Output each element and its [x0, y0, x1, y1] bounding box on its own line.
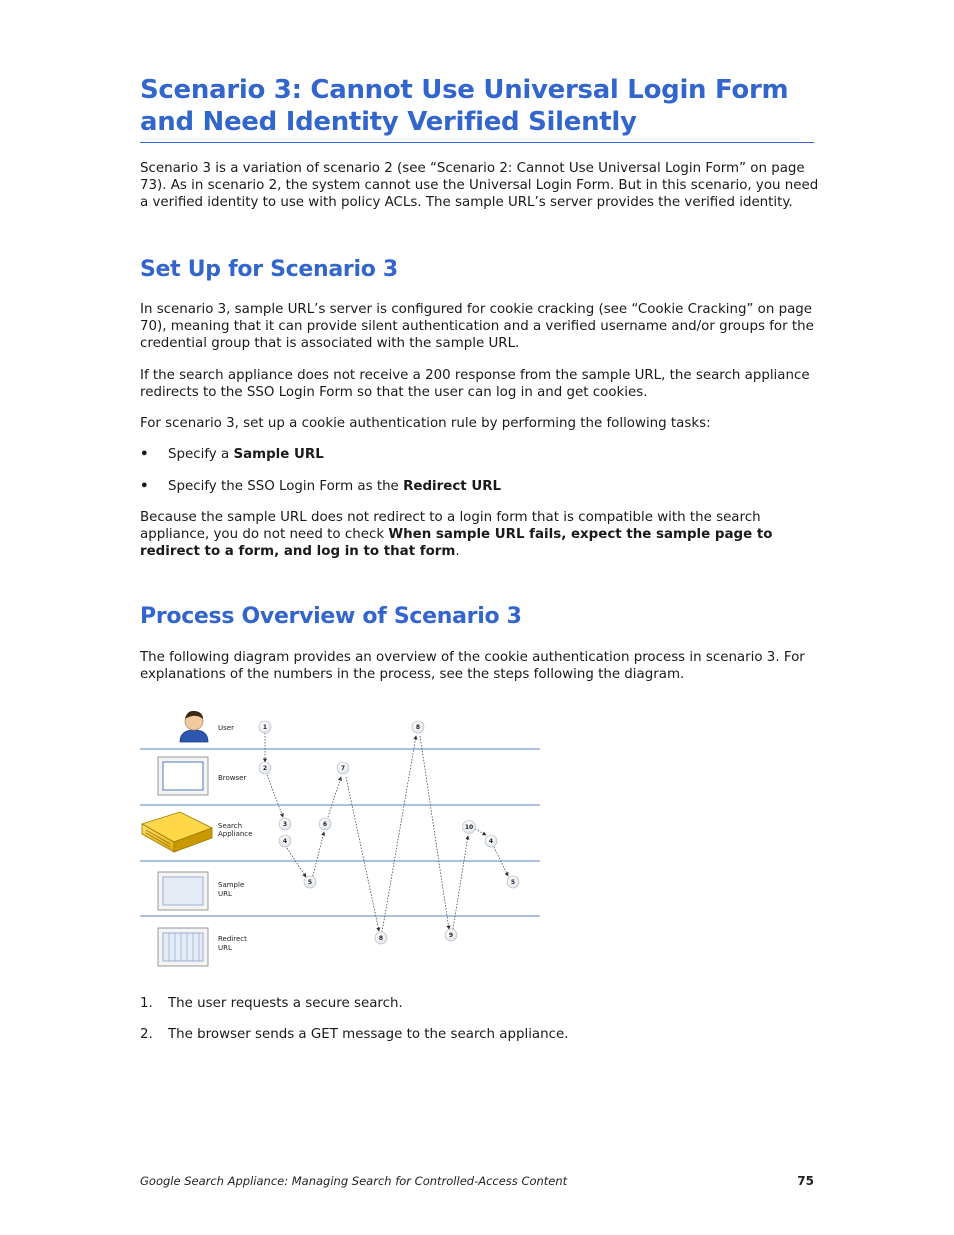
- step-marker: [507, 876, 519, 888]
- step-marker: [259, 762, 271, 774]
- footer-document-title: Google Search Appliance: Managing Search for Controlled-Access Content: [140, 1174, 568, 1188]
- setup-paragraph-3: For scenario 3, set up a cookie authentication rule by performing the following tasks:: [140, 416, 711, 431]
- search-appliance-icon: [142, 812, 212, 852]
- flow-arrow: [287, 848, 306, 877]
- title-rule: [140, 142, 814, 143]
- step-number: 2.: [140, 1027, 153, 1042]
- bullet-text: Specify a: [168, 447, 234, 462]
- svg-text:3: 3: [282, 821, 288, 828]
- step-marker: [412, 721, 424, 733]
- setup-heading: Set Up for Scenario 3: [140, 257, 398, 282]
- svg-text:5: 5: [510, 879, 516, 886]
- redirect-url-page-icon: [158, 928, 208, 966]
- flow-arrow: [267, 775, 283, 817]
- svg-text:5: 5: [307, 879, 313, 886]
- svg-text:7: 7: [340, 765, 346, 772]
- overview-heading: Process Overview of Scenario 3: [140, 604, 522, 629]
- bullet-text: Specify the SSO Login Form as the: [168, 479, 404, 494]
- svg-text:2: 2: [262, 765, 268, 772]
- setup-paragraph-2: If the search appliance does not receive a 200 response from the sample URL, the search appliance redirects to the SSO Login Form so that the user can log in and get cookies.: [140, 368, 810, 400]
- browser-window-icon: [158, 757, 208, 795]
- svg-text:1: 1: [262, 724, 268, 731]
- svg-text:8: 8: [378, 935, 384, 942]
- flow-arrow: [382, 736, 416, 932]
- bullet-marker: •: [140, 479, 149, 494]
- lane-label-redirect: Redirect: [218, 935, 247, 943]
- step-marker: [337, 762, 349, 774]
- overview-paragraph: The following diagram provides an overview of the cookie authentication process in scenario 3. For explanations of the numbers in the process, see the steps following the diagram.: [140, 650, 805, 682]
- lane-label-appliance: Appliance: [218, 830, 253, 838]
- intro-paragraph: Scenario 3 is a variation of scenario 2 (see “Scenario 2: Cannot Use Universal Login Form” on page 73). As in scenario 2, the system cannot use the Universal Login Form. But in this scenario, you need a verified identity to use with policy ACLs. The sample URL’s server provides the verified identity.: [140, 161, 819, 210]
- sample-url-page-icon: [158, 872, 208, 910]
- svg-text:10: 10: [464, 824, 474, 831]
- user-icon: [180, 711, 208, 742]
- lane-label-url: URL: [218, 944, 232, 952]
- flow-arrow: [475, 829, 486, 835]
- lane-label-sample: Sample: [218, 881, 245, 889]
- step-marker: [463, 821, 476, 834]
- flow-arrow: [346, 777, 379, 931]
- bullet-bold-term: Sample URL: [233, 447, 324, 462]
- step-marker: [375, 932, 387, 944]
- step-marker: [279, 818, 291, 830]
- lane-label-url: URL: [218, 890, 232, 898]
- flow-arrow: [420, 736, 449, 929]
- step-marker: [445, 929, 457, 941]
- page-title: Scenario 3: Cannot Use Universal Login Form and Need Identity Verified Silently: [140, 75, 789, 137]
- flow-arrow: [453, 836, 468, 929]
- step-marker: [319, 818, 331, 830]
- svg-text:9: 9: [448, 932, 454, 939]
- step-text: The browser sends a GET message to the search appliance.: [168, 1027, 569, 1042]
- step-marker: [259, 721, 271, 733]
- process-diagram: [140, 704, 542, 968]
- svg-text:6: 6: [322, 821, 328, 828]
- setup-paragraph-4-option: When sample URL fails, expect the sample page to redirect to a form, and log in to that form: [140, 527, 773, 559]
- footer-page-number: 75: [797, 1174, 814, 1188]
- step-marker: [304, 876, 316, 888]
- setup-paragraph-1: In scenario 3, sample URL’s server is configured for cookie cracking (see “Cookie Cracking” on page 70), meaning that it can provide silent authentication and a verified username and/or groups for the credential group that is associated with the sample URL.: [140, 302, 814, 351]
- step-text: The user requests a secure search.: [168, 996, 403, 1011]
- svg-text:8: 8: [415, 724, 421, 731]
- flow-arrow: [312, 832, 324, 879]
- svg-text:4: 4: [282, 838, 288, 845]
- step-marker: [485, 835, 497, 847]
- bullet-bold-term: Redirect URL: [403, 479, 502, 494]
- lane-label-browser: Browser: [218, 774, 247, 782]
- setup-paragraph-4-end: .: [455, 544, 460, 559]
- svg-text:4: 4: [488, 838, 494, 845]
- setup-paragraph-4-text: Because the sample URL does not redirect to a login form that is compatible with the search appliance, you do not need to check: [140, 510, 761, 542]
- bullet-marker: •: [140, 447, 149, 462]
- lane-label-search: Search: [218, 822, 243, 830]
- step-number: 1.: [140, 996, 153, 1011]
- setup-paragraph-4: [140, 509, 820, 560]
- lane-label-user: User: [218, 724, 234, 732]
- flow-arrow: [327, 777, 341, 820]
- step-marker: [279, 835, 291, 847]
